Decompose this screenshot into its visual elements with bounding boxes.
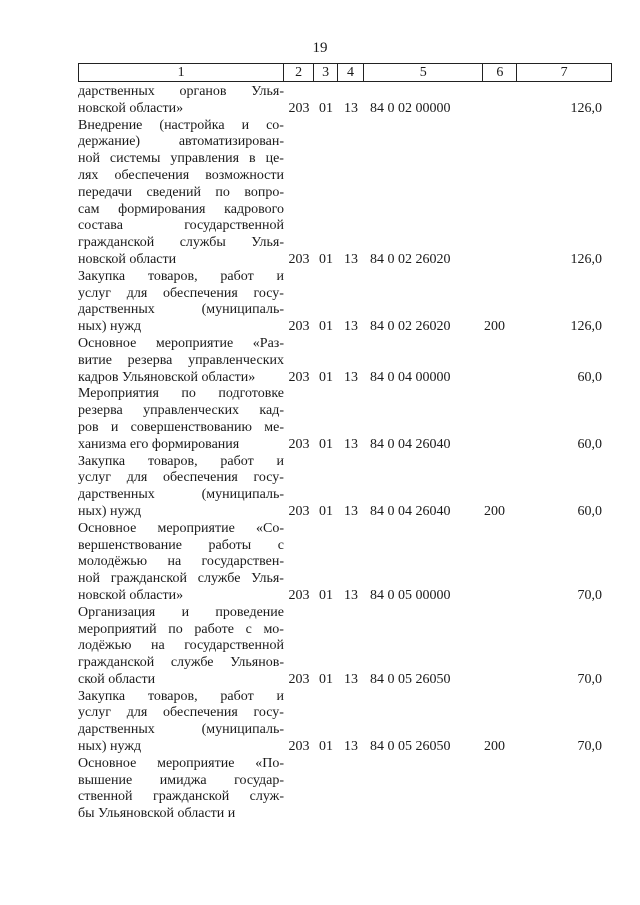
description-line: витие резерва управленческих: [78, 352, 284, 368]
description-line: ных) нужд: [78, 503, 142, 519]
code-vr-cell: 200: [484, 503, 505, 519]
description-line: услуг для обеспечения госу-: [78, 470, 284, 486]
code-gr-cell: 203: [288, 739, 310, 755]
description-line: вышение имиджа государ-: [78, 772, 284, 788]
header-col-1: 1: [79, 64, 284, 81]
description-line: гражданской службе Ульянов-: [78, 655, 284, 671]
description-line: дарственных (муниципаль-: [78, 722, 284, 738]
code-csr-cell: 84 0 05 26050: [370, 671, 451, 687]
table-row: [78, 386, 612, 453]
code-rz-cell: 01: [319, 436, 333, 452]
code-pr-cell: 13: [344, 369, 358, 385]
description-line: кадров Ульяновской области»: [78, 369, 256, 385]
description-line: новской области: [78, 251, 177, 267]
code-gr-cell: 203: [288, 369, 310, 385]
header-col-2: 2: [284, 64, 314, 81]
code-rz-cell: 01: [319, 503, 333, 519]
row-description: [78, 454, 284, 521]
description-line: дарственных органов Улья-: [78, 84, 284, 99]
description-line: ров и совершенствованию ме-: [78, 419, 284, 435]
description-line: Мероприятия по подготовке: [78, 386, 284, 402]
header-col-5: 5: [364, 64, 484, 81]
description-line: вершенствование работы с: [78, 537, 284, 553]
description-line: Основное мероприятие «По-: [78, 755, 284, 771]
code-pr-cell: 13: [344, 671, 358, 687]
code-pr-cell: 13: [344, 251, 358, 267]
row-description: [78, 521, 284, 605]
description-line: услуг для обеспечения госу-: [78, 705, 284, 721]
code-pr-cell: 13: [344, 587, 358, 603]
description-line: держание) автоматизирован-: [78, 134, 284, 150]
code-gr-cell: 203: [288, 251, 310, 267]
description-line: новской области»: [78, 100, 184, 116]
description-line: Организация и проведение: [78, 604, 284, 620]
amount-cell: 126,0: [570, 251, 602, 267]
table-body: [78, 84, 612, 823]
code-rz-cell: 01: [319, 369, 333, 385]
amount-cell: 126,0: [570, 319, 602, 335]
code-rz-cell: 01: [319, 251, 333, 267]
code-gr-cell: 203: [288, 671, 310, 687]
amount-cell: 60,0: [577, 503, 602, 519]
amount-cell: 70,0: [577, 671, 602, 687]
description-line: лях обеспечения возможности: [78, 167, 284, 183]
row-description: [78, 689, 284, 756]
row-description: [78, 605, 284, 689]
page-number: 19: [312, 40, 328, 56]
code-csr-cell: 84 0 04 26040: [370, 503, 451, 519]
code-rz-cell: 01: [319, 319, 333, 335]
code-rz-cell: 01: [319, 100, 333, 116]
description-line: Основное мероприятие «Со-: [78, 520, 284, 536]
description-line: сам формирования кадрового: [78, 201, 284, 217]
description-line: Основное мероприятие «Раз-: [78, 335, 284, 351]
header-col-6: 6: [483, 64, 517, 81]
description-line: новской области»: [78, 587, 184, 603]
code-rz-cell: 01: [319, 671, 333, 687]
description-line: Внедрение (настройка и со-: [78, 117, 284, 133]
description-line: дарственных (муниципаль-: [78, 302, 284, 318]
code-gr-cell: 203: [288, 319, 310, 335]
row-description: [78, 386, 284, 453]
description-line: гражданской службы Улья-: [78, 235, 284, 251]
description-line: Закупка товаров, работ и: [78, 453, 284, 469]
description-line: мероприятий по работе с мо-: [78, 621, 284, 637]
header-col-7: 7: [560, 65, 568, 80]
table-row: [78, 605, 612, 689]
code-pr-cell: 13: [344, 100, 358, 116]
table-row: [78, 269, 612, 336]
description-line: ханизма его формирования: [78, 436, 240, 452]
description-line: дарственных (муниципаль-: [78, 487, 284, 503]
code-pr-cell: 13: [344, 436, 358, 452]
row-description: [78, 269, 284, 336]
row-description: [78, 336, 284, 386]
table-row: [78, 756, 612, 823]
row-description: [78, 118, 284, 269]
table-row: [78, 454, 612, 521]
code-csr-cell: 84 0 04 00000: [370, 369, 451, 385]
amount-cell: 70,0: [577, 739, 602, 755]
table-row: [78, 118, 612, 269]
description-line: ных) нужд: [78, 739, 142, 755]
description-line: ственной гражданской служ-: [78, 789, 284, 805]
description-line: молодёжью на государствен-: [78, 554, 284, 570]
description-line: Закупка товаров, работ и: [78, 688, 284, 704]
header-col-3: 3: [314, 64, 338, 81]
description-line: передачи сведений по вопро-: [78, 184, 284, 200]
code-rz-cell: 01: [319, 739, 333, 755]
table-header: [78, 63, 612, 82]
code-csr-cell: 84 0 02 00000: [370, 100, 451, 116]
code-gr-cell: 203: [288, 100, 310, 116]
amount-cell: 60,0: [577, 369, 602, 385]
description-line: ной системы управления в це-: [78, 151, 284, 167]
code-csr-cell: 84 0 05 26050: [370, 739, 451, 755]
code-gr-cell: 203: [288, 436, 310, 452]
description-line: Закупка товаров, работ и: [78, 268, 284, 284]
description-line: ной гражданской службе Улья-: [78, 571, 284, 587]
description-line: ской области: [78, 671, 156, 687]
description-line: состава государственной: [78, 218, 284, 234]
amount-cell: 70,0: [577, 587, 602, 603]
code-vr-cell: 200: [484, 319, 505, 335]
description-line: резерва управленческих кад-: [78, 403, 284, 419]
description-line: услуг для обеспечения госу-: [78, 285, 284, 301]
code-pr-cell: 13: [344, 503, 358, 519]
code-pr-cell: 13: [344, 739, 358, 755]
code-csr-cell: 84 0 02 26020: [370, 251, 451, 267]
code-csr-cell: 84 0 02 26020: [370, 319, 451, 335]
description-line: лодёжью на государственной: [78, 638, 284, 654]
header-col-4: 4: [338, 64, 364, 81]
table-row: [78, 521, 612, 605]
code-gr-cell: 203: [288, 587, 310, 603]
code-vr-cell: 200: [484, 739, 505, 755]
description-line: ных) нужд: [78, 319, 142, 335]
description-line: бы Ульяновской области и: [78, 806, 236, 822]
code-pr-cell: 13: [344, 319, 358, 335]
row-description: [78, 756, 284, 823]
table-row: [78, 336, 612, 386]
amount-cell: 126,0: [570, 100, 602, 116]
code-csr-cell: 84 0 04 26040: [370, 436, 451, 452]
table-row: [78, 689, 612, 756]
row-description: [78, 84, 284, 118]
code-gr-cell: 203: [288, 503, 310, 519]
amount-cell: 60,0: [577, 436, 602, 452]
table-row: [78, 84, 612, 118]
code-csr-cell: 84 0 05 00000: [370, 587, 451, 603]
code-rz-cell: 01: [319, 587, 333, 603]
